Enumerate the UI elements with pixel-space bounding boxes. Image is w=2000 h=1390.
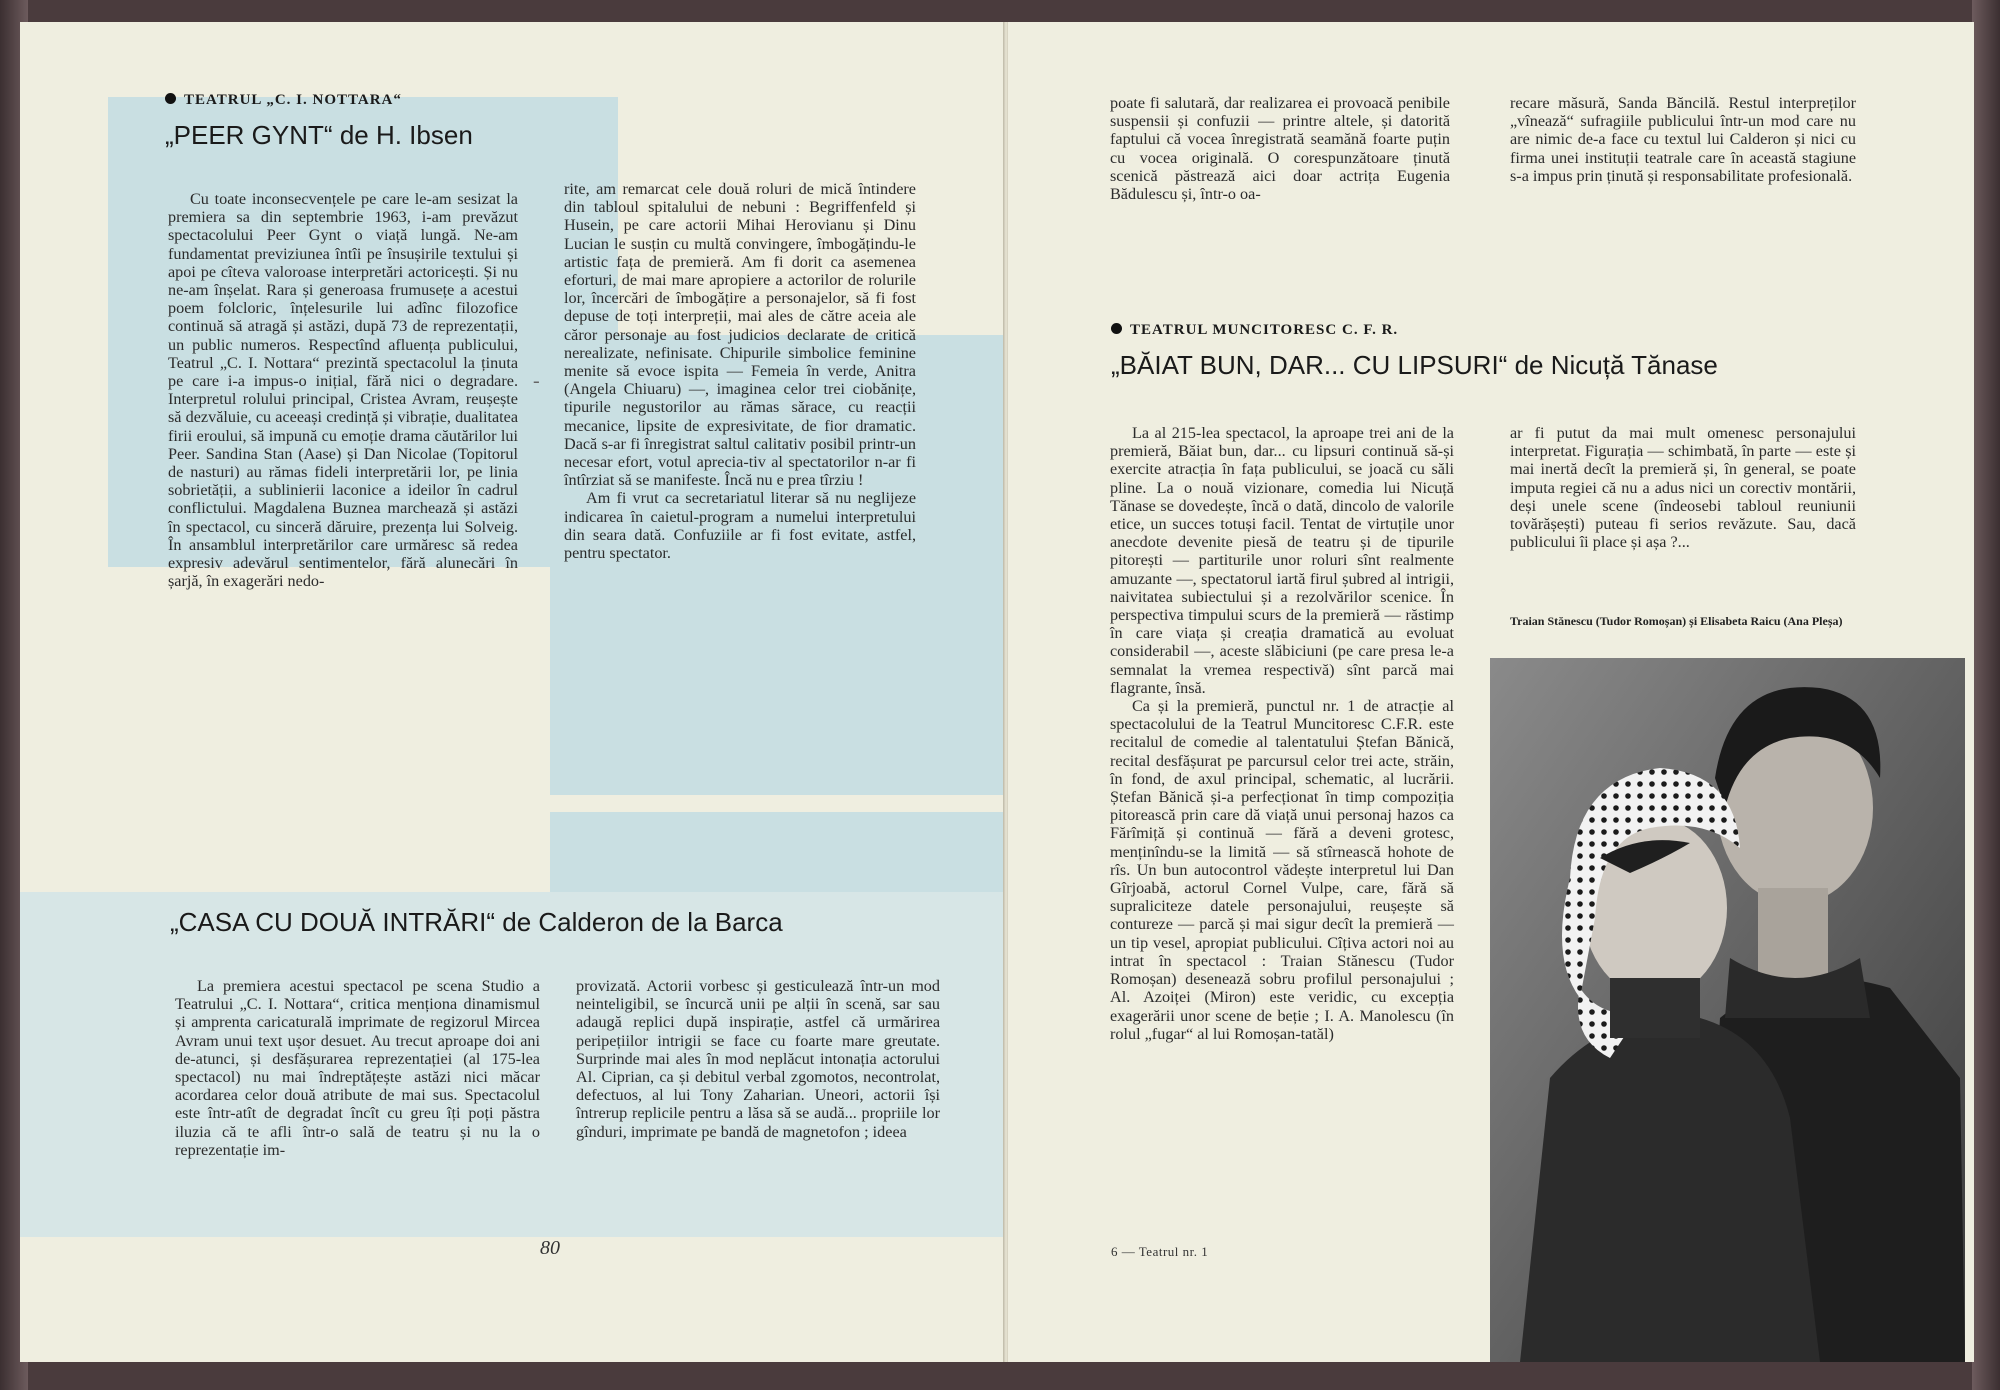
photo-caption: Traian Stănescu (Tudor Romoșan) și Elisabeta Raicu (Ana Pleșa) (1510, 614, 1843, 628)
headline-peer-gynt (165, 120, 473, 151)
article-baiat-bun-col1 (1110, 424, 1454, 1043)
headline-title: „PEER GYNT“ (165, 120, 333, 150)
article-casa-col2 (576, 977, 940, 1141)
margin-mark: - (533, 370, 540, 392)
article-peer-gynt-col2 (564, 180, 916, 562)
paragraph: poate fi salutară, dar realizarea ei provoacă penibile suspensii și confuzii — printre altele, și datorită faptului că vocea înregistrată seamănă foarte puțin cu vocea originală. O corespunzătoare ținută scenică păstrează aici doar actrița Eugenia Bădulescu și, într-o oa- (1110, 94, 1450, 204)
paragraph: Ca și la premieră, punctul nr. 1 de atracție al spectacolului de la Teatrul Muncitoresc C.F.R. este recitalul de comedie al talentatului Ștefan Bănică, recital desfășurat pe parcursul celor trei acte, străin, în fond, de axul principal, schematic, al lucrării. Ștefan Bănică și-a perfecționat în timp compoziția pitorească prin care dă viață unui personaj hazos ca Fărîmiță și continuă — fără a deveni grotesc, menținîndu-se la limită — să stîrnească hohote de rîs. Un bun autocontrol vădește interpretul lui Dan Gîrjoabă, actorul Cornel Vulpe, care, fără să supraliciteze datele personajului, reușește să contureze — parcă și mai sigur decît la premieră — un tip vesel, apropiat publicului. Cîțiva actori noi au intrat în spectacol : Traian Stănescu (Tudor Romoșan) desenează sobru profilul personajului ; Al. Azoiței (Miron) este veridic, cu excepția exagerării unor scene de beție ; I. A. Manolescu (în rolul „fugar“ al lui Romoșan-tatăl) (1110, 697, 1454, 1043)
paragraph: Cu toate inconsecvențele pe care le-am sesizat la premiera sa din septembrie 1963, i-am prevăzut spectacolului Peer Gynt o viață lungă. Ne-am fundamentat previziunea întîi pe însușirile textului și apoi pe cîteva valoroase interpretări actoricești. Și nu ne-am înșelat. Rara și generoasa frumusețe a acestui poem folcloric, înțelesurile lui adînc filozofice continuă să atragă și astăzi, după 73 de reprezentații, un public numeros. Respectînd afluența publicului, Teatrul „C. I. Nottara“ prezintă spectacolul la ținuta pe care i-a impus-o inițial, fără nici o degradare. Interpretul rolului principal, Cristea Avram, reușește să dezvăluie, cu aceeași credință și vibrație, dualitatea firii eroului, să impună cu emoție drama căutărilor lui Peer. Sandina Stan (Aase) și Dan Nicolae (Topitorul de nasturi) au rămas fideli interpretării lor, pe linia sobrietății, a sublinierii laconice a ideilor în cadrul conflictului. Magdalena Buznea marchează și astăzi în spectacol, cu sinceră dăruire, prezența lui Solveig. În ansamblul interpretărilor care urmăresc să redea expresiv adevărul sentimentelor, fără alunecări în șarjă, în exagerări nedo- (168, 190, 518, 591)
bottom-edge (0, 1362, 2000, 1390)
headline-casa-cu-doua-intrari (170, 907, 783, 938)
book-cover-right-edge (1972, 0, 2000, 1390)
paragraph: La al 215-lea spectacol, la aproape trei ani de la premieră, Băiat bun, dar... cu lipsuri continuă să-și exercite atracția în fața publicului, se joacă cu săli pline. La o nouă vizionare, comedia lui Nicuță Tănase se dovedește, încă o dată, dincolo de valorile etice, un succes totuși facil. Tentat de virtuțile unor anecdote devenite piesă de teatru și de tipurile pitorești — partiturile unor roluri sînt realmente amuzante —, spectatorul iartă firul șubred al intrigii, naivitatea subiectului și a rezolvărilor scenice. În perspectiva timpului scurs de la premieră — răstimp în care viața și creația dramatică au evoluat considerabil —, aceste slăbiciuni (pe care presa le-a semnalat la vremea respectivă) sînt parcă mai flagrante, însă. (1110, 424, 1454, 697)
left-page (20, 22, 1006, 1362)
continued-col1 (1110, 94, 1450, 203)
article-peer-gynt-col1 (168, 190, 518, 590)
headline-author: de Calderon de la Barca (502, 907, 783, 937)
paragraph: rite, am remarcat cele două roluri de mică întindere din tabloul spitalului de nebuni : Begriffenfeld și Husein, pe care actorii Mihai Herovianu și Dinu Lucian le susțin cu multă convingere, îmbogățindu-le artistic fața de premieră. Am fi dorit ca asemenea eforturi, de mai mare apropiere a actorilor de rolurile lor, încercări de îmbogățire a personajelor, să fi fost depuse de toți interpreții, mai ales de către aceia ale căror personaje au fost judicios declarate de critică nerealizate, nefinisate. Chipurile simbolice feminine menite să evoce ispita — Femeia în verde, Anitra (Angela Chiuaru) —, imaginea celor trei ciobănițe, tipurile negustorilor au rămas sărace, cu reacții mecanice, lipsite de expresivitate, de fior dramatic. Dacă s-ar fi înregistrat saltul calitativ posibil printr-un necesar efort, votul aprecia-tiv al spectatorilor n-ar fi întîrziat să se manifeste. Încă nu e prea tîrziu ! (564, 180, 916, 490)
article-baiat-bun-col2 (1510, 424, 1856, 551)
article-casa-col1 (175, 977, 540, 1159)
production-photo (1490, 658, 1965, 1362)
page-footer: 6 — Teatrul nr. 1 (1111, 1244, 1209, 1259)
paragraph: La premiera acestui spectacol pe scena Studio a Teatrului „C. I. Nottara“, critica menționa dinamismul și amprenta caricaturală imprimate de regizorul Mircea Avram unui text ușor desuet. Au trecut aproape doi ani de-atunci, și desfășurarea reprezentației (al 175-lea spectacol) nu mai îndreptățește astăzi nici măcar acordarea celor două atribute de mai sus. Spectacolul este într-atît de degradat încît cu greu îți poți păstra iluzia că te afli într-o sală de teatru și nu la o reprezentație im- (175, 977, 540, 1159)
bullet-icon (165, 93, 176, 104)
photo-actors-image (1490, 658, 1965, 1362)
page-number: 80 (540, 1237, 560, 1259)
headline-title: „BĂIAT BUN, DAR... CU LIPSURI“ (1111, 350, 1508, 380)
blue-panel-connector (550, 812, 1006, 892)
headline-baiat-bun (1111, 350, 1718, 381)
top-edge (0, 0, 2000, 22)
continued-col2 (1510, 94, 1856, 185)
bullet-icon (1111, 323, 1122, 334)
paragraph: Am fi vrut ca secretariatul literar să nu neglijeze indicarea în caietul-program a numelui interpretului din seara dată. Confuziile ar fi fost evitate, astfel, pentru spectator. (564, 489, 916, 563)
section-label-nottara: TEATRUL „C. I. NOTTARA“ (165, 92, 402, 109)
paragraph: recare măsură, Sanda Băncilă. Restul interpreților „vînează“ sufragiile publicului într-un mod care nu are nimic de-a face cu textul lui Calderon și nici cu firma unei instituții teatrale care în această stagiune s-a impus prin ținută și responsabilitate profesională. (1510, 94, 1856, 185)
paragraph: provizată. Actorii vorbesc și gesticulează într-un mod neinteligibil, se încurcă unii pe alții în scenă, sar sau adaugă replici după inspirație, astfel că urmărirea peripețiilor intrigii se face cu foarte mare greutate. Surprinde mai ales în mod neplăcut intonația actorului Al. Ciprian, ca și debitul verbal zgomotos, necontrolat, defectuos, al lui Tony Zaharian. Uneori, actorii își întrerup replicile pentru a lăsa să se audă... propriile lor gînduri, imprimate pe bandă de magnetofon ; ideea (576, 977, 940, 1141)
paragraph: ar fi putut da mai mult omenesc personajului interpretat. Figurația — schimbată, în parte — este și mai inertă decît la premieră și, în general, se poate imputa regiei că nu a adus nici un corectiv montării, deși unele scene (îndeosebi tabloul reuniunii tovărășești) puteau fi serios revăzute. Sau, dacă publicului îi place și așa ?... (1510, 424, 1856, 552)
headline-title: „CASA CU DOUĂ INTRĂRI“ (170, 907, 496, 937)
right-page (1008, 22, 1974, 1362)
headline-author: de Nicuță Tănase (1514, 350, 1718, 380)
headline-author: de H. Ibsen (339, 120, 473, 150)
section-label-cfr: TEATRUL MUNCITORESC C. F. R. (1111, 322, 1398, 339)
